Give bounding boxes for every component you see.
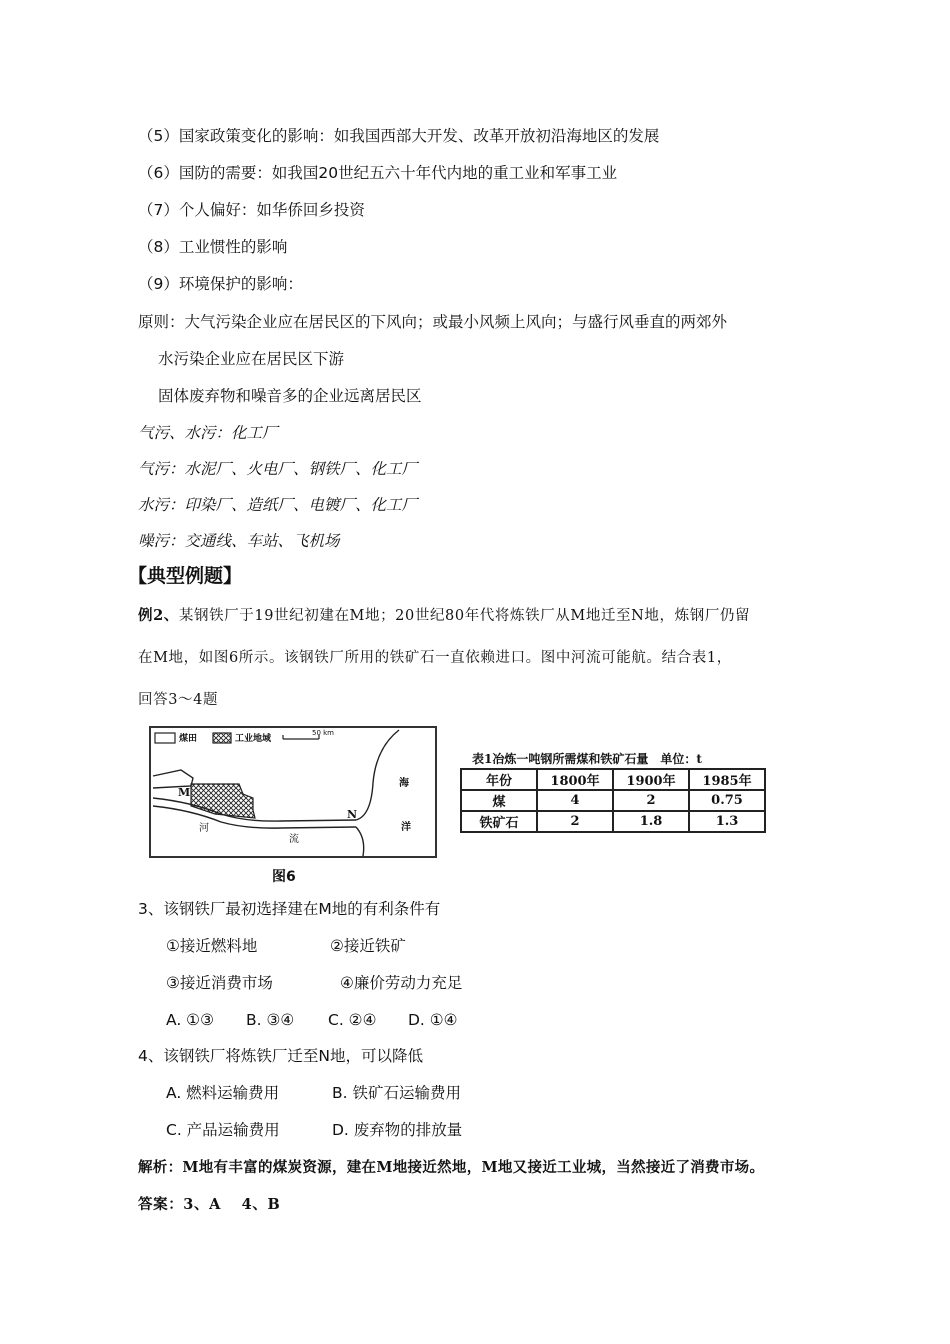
q3-option-1: ①接近燃料地 bbox=[166, 937, 258, 955]
industrial-area bbox=[191, 784, 255, 818]
table-1 bbox=[460, 768, 766, 833]
example-label: 例2、 bbox=[138, 607, 179, 624]
table-row bbox=[461, 790, 765, 811]
table-cell: 4 bbox=[537, 790, 613, 811]
river-label-2: 流 bbox=[289, 834, 299, 845]
table-cell: 0.75 bbox=[689, 790, 765, 811]
sea-label-2: 洋 bbox=[401, 822, 411, 833]
pollution-water: 水污：印染厂、造纸厂、电镀厂、化工厂 bbox=[138, 496, 418, 514]
principle-line-2: 水污染企业应在居民区下游 bbox=[158, 350, 345, 368]
q3-choice-a: A. ①③ bbox=[166, 1011, 214, 1029]
figure-6-map bbox=[149, 726, 437, 858]
q4-choice-c: C. 产品运输费用 bbox=[166, 1121, 280, 1139]
example-line-3: 回答3～4题 bbox=[138, 692, 219, 708]
example-text-1: 某钢铁厂于19世纪初建在M地；20世纪80年代将炼铁厂从M地迁至N地，炼钢厂仍留 bbox=[178, 608, 751, 624]
table-header-cell: 年份 bbox=[461, 769, 537, 790]
q3-option-4: ④廉价劳动力充足 bbox=[340, 974, 463, 992]
coastline-2 bbox=[356, 827, 364, 856]
sea-label-1: 海 bbox=[399, 778, 409, 789]
table-row bbox=[461, 811, 765, 832]
q3-choice-b: B. ③④ bbox=[246, 1011, 295, 1029]
q3-option-3: ③接近消费市场 bbox=[166, 974, 273, 992]
item-8: （8）工业惯性的影响 bbox=[138, 238, 288, 256]
q3-choice-c: C. ②④ bbox=[328, 1011, 377, 1029]
pollution-noise: 噪污：交通线、车站、飞机场 bbox=[138, 532, 340, 550]
q3-stem: 3、该钢铁厂最初选择建在M地的有利条件有 bbox=[138, 900, 441, 918]
scale-label: 50 km bbox=[312, 729, 335, 737]
coastline-1 bbox=[356, 730, 399, 820]
answer: 答案：3、A 4、B bbox=[138, 1196, 281, 1213]
item-7: （7）个人偏好：如华侨回乡投资 bbox=[138, 201, 365, 219]
principle-line-1: 原则：大气污染企业应在居民区的下风向；或最小风频上风向；与盛行风垂直的两郊外 bbox=[138, 313, 728, 331]
table-cell: 1.3 bbox=[689, 811, 765, 832]
principle-line-3: 固体废弃物和噪音多的企业远离居民区 bbox=[158, 387, 422, 405]
pollution-air: 气污：水泥厂、火电厂、钢铁厂、化工厂 bbox=[138, 460, 418, 478]
table-header-cell: 1900年 bbox=[613, 769, 689, 790]
item-9: （9）环境保护的影响： bbox=[138, 275, 303, 293]
table-cell: 铁矿石 bbox=[461, 811, 537, 832]
q3-option-2: ②接近铁矿 bbox=[330, 937, 406, 955]
map-label-n: N bbox=[347, 808, 358, 821]
pollution-air-water: 气污、水污：化工厂 bbox=[138, 424, 278, 442]
q4-choice-d: D. 废弃物的排放量 bbox=[332, 1121, 463, 1139]
analysis: 解析：M地有丰富的煤炭资源，建在M地接近然地，M地又接近工业城，当然接近了消费市场。 bbox=[138, 1159, 765, 1176]
table-cell: 2 bbox=[537, 811, 613, 832]
example-line-1 bbox=[138, 606, 750, 626]
table-header-cell: 1800年 bbox=[537, 769, 613, 790]
q3-choice-d: D. ①④ bbox=[408, 1011, 458, 1029]
section-title: 【典型例题】 bbox=[128, 565, 243, 587]
q4-stem: 4、该钢铁厂将炼铁厂迁至N地，可以降低 bbox=[138, 1047, 423, 1065]
item-5: （5）国家政策变化的影响：如我国西部大开发、改革开放初沿海地区的发展 bbox=[138, 127, 660, 145]
item-6: （6）国防的需要：如我国20世纪五六十年代内地的重工业和军事工业 bbox=[138, 164, 618, 182]
example-line-2: 在M地，如图6所示。该钢铁厂所用的铁矿石一直依赖进口。图中河流可能航。结合表1， bbox=[138, 650, 732, 666]
legend-industry-swatch bbox=[213, 733, 231, 743]
legend-industry-label: 工业地域 bbox=[235, 734, 272, 744]
table-header-row bbox=[461, 769, 765, 790]
legend-coal-label: 煤田 bbox=[179, 734, 198, 744]
q4-choice-a: A. 燃料运输费用 bbox=[166, 1084, 280, 1102]
figure-caption: 图6 bbox=[272, 869, 296, 885]
table-cell: 2 bbox=[613, 790, 689, 811]
river-label-1: 河 bbox=[199, 823, 209, 834]
map-label-m: M bbox=[178, 786, 191, 799]
table-title: 表1冶炼一吨钢所需煤和铁矿石量 单位：t bbox=[472, 752, 702, 766]
q4-choice-b: B. 铁矿石运输费用 bbox=[332, 1084, 461, 1102]
table-header-cell: 1985年 bbox=[689, 769, 765, 790]
table-cell: 煤 bbox=[461, 790, 537, 811]
table-cell: 1.8 bbox=[613, 811, 689, 832]
legend-coal-swatch bbox=[155, 733, 175, 743]
